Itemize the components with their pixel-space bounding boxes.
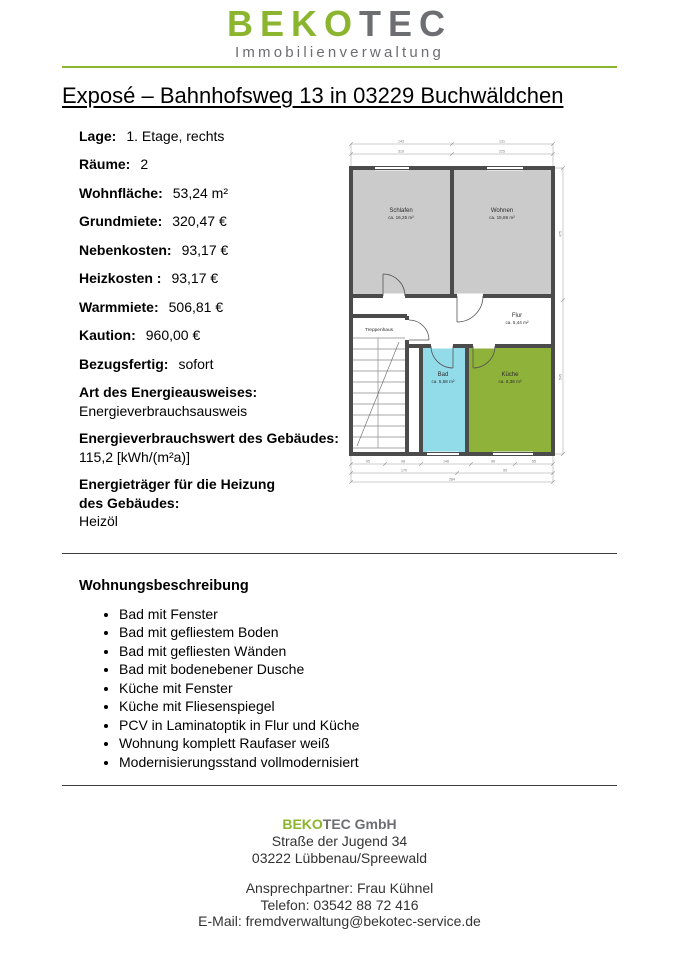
detail-value: sofort — [178, 355, 214, 372]
room-label-schlafen: Schlafen — [389, 207, 413, 214]
footer-email: E-Mail: fremdverwaltung@bekotec-service.de — [198, 913, 481, 930]
detail-value: 320,47 € — [172, 213, 227, 230]
detail-label: Nebenkosten: — [79, 241, 172, 258]
detail-value: 93,17 € — [171, 270, 219, 287]
room-area-wohnen: ca. 15,86 m² — [489, 214, 515, 220]
floorplan-figure — [337, 124, 577, 507]
dimension-label: 148 — [443, 459, 449, 464]
footer-company-name — [0, 816, 679, 833]
header — [0, 0, 679, 61]
detail-value: 2 — [140, 156, 149, 173]
description-item: • Modernisierungsstand vollmodernisiert — [119, 754, 617, 771]
footer-address-street: Straße der Jugend 34 — [271, 833, 408, 850]
footer-company-beko: BEKO — [282, 815, 323, 832]
dimension-label: 96 — [491, 459, 495, 464]
page-title: Exposé – Bahnhofsweg 13 in 03229 Buchwäldchen — [62, 82, 564, 108]
dimension-label: 95 — [366, 459, 370, 464]
logo-text-beko: BEKO — [226, 3, 359, 44]
room-kueche-fill — [469, 346, 553, 454]
footer-spacer — [0, 866, 679, 880]
footer — [0, 816, 679, 930]
description-item: • Wohnung komplett Raufaser weiß — [119, 735, 617, 752]
detail-label: Wohnfläche: — [79, 184, 163, 201]
detail-label: Lage: — [79, 127, 117, 144]
dimension-label: 55 — [532, 459, 536, 464]
energy-value-label: Energieverbrauchswert des Gebäudes: — [79, 430, 339, 447]
energy-certificate-block — [79, 383, 339, 420]
main-section — [0, 125, 679, 539]
detail-row-wohnflaeche — [79, 184, 339, 202]
property-details — [79, 125, 339, 531]
detail-value: 53,24 m² — [172, 184, 228, 201]
detail-label: Bezugsfertig: — [79, 355, 169, 372]
dimension-label: 310 — [398, 149, 404, 154]
energy-certificate-value: Energieverbrauchsausweis — [79, 402, 248, 419]
floorplan-drawing — [337, 124, 577, 502]
description-item: • PCV in Laminatoptik in Flur und Küche — [119, 717, 617, 734]
footer-company-tec: TEC GmbH — [322, 815, 397, 832]
room-area-schlafen: ca. 16,25 m² — [388, 214, 414, 220]
room-area-kueche: ca. 8,38 m² — [498, 378, 522, 384]
room-label-flur: Flur — [511, 312, 523, 319]
description-item: • Küche mit Fenster — [119, 680, 617, 697]
header-green-rule — [62, 66, 617, 68]
room-schlafen-fill — [351, 168, 452, 296]
section-divider-bottom — [62, 785, 617, 786]
dimension-label: 225 — [499, 149, 505, 154]
energy-value-block — [79, 429, 339, 466]
detail-row-kaution — [79, 326, 339, 344]
dimension-label: 95 — [503, 468, 507, 473]
energy-value-value: 115,2 [kWh/(m²a)] — [79, 448, 190, 465]
dimension-label: 131 — [499, 139, 505, 144]
room-label-bad: Bad — [437, 371, 449, 378]
energy-source-label-line2: des Gebäudes: — [79, 494, 180, 511]
detail-value: 506,81 € — [168, 298, 224, 315]
dimension-label: 475 — [558, 230, 563, 237]
description-section — [79, 578, 617, 771]
room-wohnen-fill — [452, 168, 553, 296]
dimension-label: 284 — [449, 477, 455, 482]
description-item: • Bad mit gefliestem Boden — [119, 624, 617, 641]
description-item: • Küche mit Fliesenspiegel — [119, 698, 617, 715]
section-divider-top — [62, 553, 617, 554]
detail-row-nebenkosten — [79, 241, 339, 259]
detail-row-heizkosten — [79, 269, 339, 287]
description-heading: Wohnungsbeschreibung — [79, 577, 249, 594]
room-label-wohnen: Wohnen — [490, 207, 514, 214]
company-logo — [0, 5, 679, 43]
detail-row-grundmiete — [79, 212, 339, 230]
energy-certificate-label: Art des Energieausweises: — [79, 384, 258, 401]
detail-value: 93,17 € — [181, 241, 229, 258]
detail-row-lage — [79, 127, 339, 145]
detail-row-raeume — [79, 155, 339, 173]
room-label-kueche: Küche — [501, 371, 519, 378]
dimension-label: 143 — [398, 139, 404, 144]
detail-label: Kaution: — [79, 327, 136, 344]
energy-source-block — [79, 475, 339, 531]
room-area-bad: ca. 5,68 m² — [431, 378, 455, 384]
logo-text-tec: TEC — [359, 3, 452, 44]
room-label-treppenhaus: Treppenhaus — [364, 327, 394, 333]
dimension-label: 98 — [401, 459, 405, 464]
room-area-flur: ca. 5,44 m² — [505, 319, 529, 325]
footer-address-city: 03222 Lübbenau/Spreewald — [251, 849, 428, 866]
detail-value: 960,00 € — [145, 327, 201, 344]
description-item: • Bad mit Fenster — [119, 606, 617, 623]
dimension-label: 170 — [401, 468, 407, 473]
dimension-label: 545 — [558, 373, 563, 380]
detail-label: Heizkosten : — [79, 270, 162, 287]
detail-row-warmmiete — [79, 298, 339, 316]
floorplan-stairs — [353, 338, 405, 448]
detail-value: 1. Etage, rechts — [126, 127, 225, 144]
room-bad-fill — [421, 346, 467, 454]
floorplan-door-openings — [383, 293, 495, 348]
description-item: • Bad mit bodenebener Dusche — [119, 661, 617, 678]
energy-source-label-line1: Energieträger für die Heizung — [79, 476, 276, 493]
energy-source-value: Heizöl — [79, 513, 118, 530]
description-list — [79, 606, 617, 771]
footer-contact-person: Ansprechpartner: Frau Kühnel — [245, 880, 434, 897]
description-item: • Bad mit gefliesten Wänden — [119, 643, 617, 660]
detail-label: Räume: — [79, 156, 131, 173]
detail-label: Warmmiete: — [79, 298, 159, 315]
detail-label: Grundmiete: — [79, 213, 163, 230]
footer-phone: Telefon: 03542 88 72 416 — [260, 896, 419, 913]
logo-subtitle: Immobilienverwaltung — [234, 43, 445, 61]
detail-row-bezugsfertig — [79, 355, 339, 373]
